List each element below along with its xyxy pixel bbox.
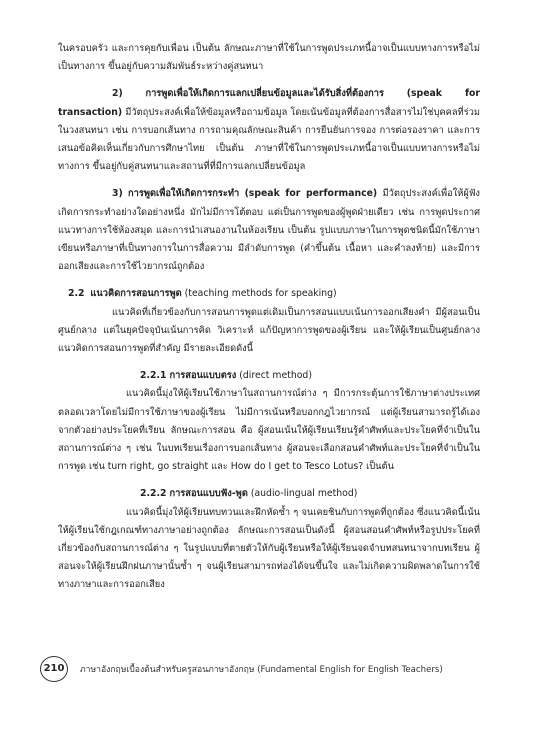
- section-2-2-1-title: การสอนแบบตรง: [169, 370, 237, 382]
- item-2-text: มีวัตถุประสงค์เพื่อให้ข้อมูลหรือถามข้อมูล โดยเน้นข้อมูลที่ต้องการสื่อสารไม่ใช่บุคคลที่ร่วมในวงสนทนา เช่น การบอกเส้นทาง การถามคุณลักษณะสินค้า การยืนยันการจอง การต่อรองราคา และการเสนอข้อคิดเห็นเกี่ยวกับการศึกษาไทย เป็นต้น ภาษาที่ใช้ในการพูดประเภทนี้อาจเป็นแบบทางการหรือไม่ทางการ ขึ้นอยู่กับคู่สนทนาและสถานที่ที่มีการแลกเปลี่ยนข้อมูล: [58, 106, 480, 173]
- section-2-2-heading: [58, 285, 480, 303]
- section-2-2-title: แนวคิดการสอนการพูด: [90, 288, 182, 300]
- section-2-2-number: 2.2: [68, 288, 85, 300]
- section-2-2-1-number: 2.2.1: [140, 370, 167, 382]
- section-2-2-2-heading: [58, 485, 480, 503]
- section-2-2-1-english: (direct method): [239, 370, 312, 382]
- page-footer: [40, 656, 500, 682]
- section-2-2-1-text: แนวคิดนี้มุ่งให้ผู้เรียนใช้ภาษาในสถานการณ์ต่าง ๆ มีการกระตุ้นการใช้ภาษาต่างประเทศตลอดเวลาโดยไม่มีการใช้ภาษาของผู้เรียน ไม่มีการเน้นหรือบอกกฎไวยากรณ์ แต่ผู้เรียนสามารถรู้ได้เองจากตัวอย่างประโยคที่เรียน ลักษณะการสอน คือ ผู้สอนเน้นให้ผู้เรียนเรียนรู้คำศัพท์และประโยคที่จำเป็นในสถานการณ์ต่าง ๆ เช่น ในบทเรียนเรื่องการบอกเส้นทาง ผู้สอนจะเลือกสอนคำศัพท์และประโยคที่จำเป็นในการพูด เช่น turn right, go straight และ How do I get to Tesco Lotus? เป็นต้น: [58, 388, 480, 473]
- item-2-title: การพูดเพื่อให้เกิดการแลกเปลี่ยนข้อมูลและได้รับสิ่งที่ต้องการ: [145, 88, 385, 100]
- item-3-number: 3): [112, 188, 123, 200]
- footer-book-title: ภาษาอังกฤษเบื้องต้นสำหรับครูสอนภาษาอังกฤษ (Fundamental English for English Teachers): [80, 665, 443, 675]
- item-2-english: (speak for transaction): [58, 88, 480, 118]
- paragraph-continuation: ในครอบครัว และการคุยกับเพื่อน เป็นต้น ลักษณะภาษาที่ใช้ในการพูดประเภทนี้อาจเป็นแบบทางการหรือไม่เป็นทางการ ขึ้นอยู่กับความสัมพันธ์ระหว่างคู่สนทนา: [58, 43, 480, 73]
- item-3-title: การพูดเพื่อให้เกิดการกระทำ: [128, 188, 240, 200]
- section-2-2-2-english: (audio-lingual method): [250, 488, 358, 500]
- section-2-2-english: (teaching methods for speaking): [184, 288, 337, 300]
- section-2-2-2-text: แนวคิดนี้มุ่งให้ผู้เรียนทบทวนและฝึกหัดซ้ำ ๆ จนเคยชินกับการพูดที่ถูกต้อง ซึ่งแนวคิดนี้เน้นให้ผู้เรียนใช้กฎเกณฑ์ทางภาษาอย่างถูกต้อง ลักษณะการสอนเป็นดังนี้ ผู้สอนสอนคำศัพท์หรือรูปประโยคที่เกี่ยวข้องกับสถานการณ์ต่าง ๆ ในรูปแบบที่ตายตัวให้กับผู้เรียนหรือให้ผู้เรียนจดจำบทสนทนาจากบทเรียน ผู้สอนจะให้ผู้เรียนฝึกฝนภาษานั้นซ้ำ ๆ จนผู้เรียนสามารถท่องได้จนขึ้นใจ และไม่เกิดความผิดพลาดในการใช้ทางภาษาและการออกเสียง: [58, 506, 480, 591]
- page-body: [58, 40, 480, 595]
- section-2-2-2-number: 2.2.2: [140, 488, 167, 500]
- section-2-2-1-heading: [58, 367, 480, 385]
- item-3-text: มีวัตถุประสงค์เพื่อให้ผู้ฟังเกิดการกระทำอย่างใดอย่างหนึ่ง มักไม่มีการโต้ตอบ แต่เป็นการพูดของผู้พูดฝ่ายเดียว เช่น การพูดประกาศแนวทางการใช้ห้องสมุด และการนำเสนองานในห้องเรียน เป็นต้น รูปแบบภาษาในการพูดชนิดนี้มักใช้ภาษาเขียนหรือภาษาที่เป็นทางการในการสื่อความ มีลำดับการพูด (คำขึ้นต้น เนื้อหา และคำลงท้าย) และมีการออกเสียงและการใช้ไวยากรณ์ถูกต้อง: [58, 188, 480, 273]
- section-2-2-text: แนวคิดที่เกี่ยวข้องกับการสอนการพูดแต่เดิมเป็นการสอนแบบเน้นการออกเสียงคำ มีผู้สอนเป็นศูนย์กลาง แต่ในยุคปัจจุบันเน้นการคิด วิเคราะห์ แก้ปัญหาการพูดของผู้เรียน และให้ผู้เรียนเป็นศูนย์กลาง แนวคิดการสอนการพูดที่สำคัญ มีรายละเอียดดังนี้: [58, 306, 480, 355]
- item-2-number: 2): [112, 88, 123, 100]
- section-2-2-2-title: การสอนแบบฟัง-พูด: [169, 488, 248, 500]
- item-3-paragraph: [58, 185, 480, 276]
- item-2-paragraph: [58, 85, 480, 176]
- page-number-badge: 210: [40, 656, 68, 682]
- item-3-english: (speak for performance): [244, 188, 378, 200]
